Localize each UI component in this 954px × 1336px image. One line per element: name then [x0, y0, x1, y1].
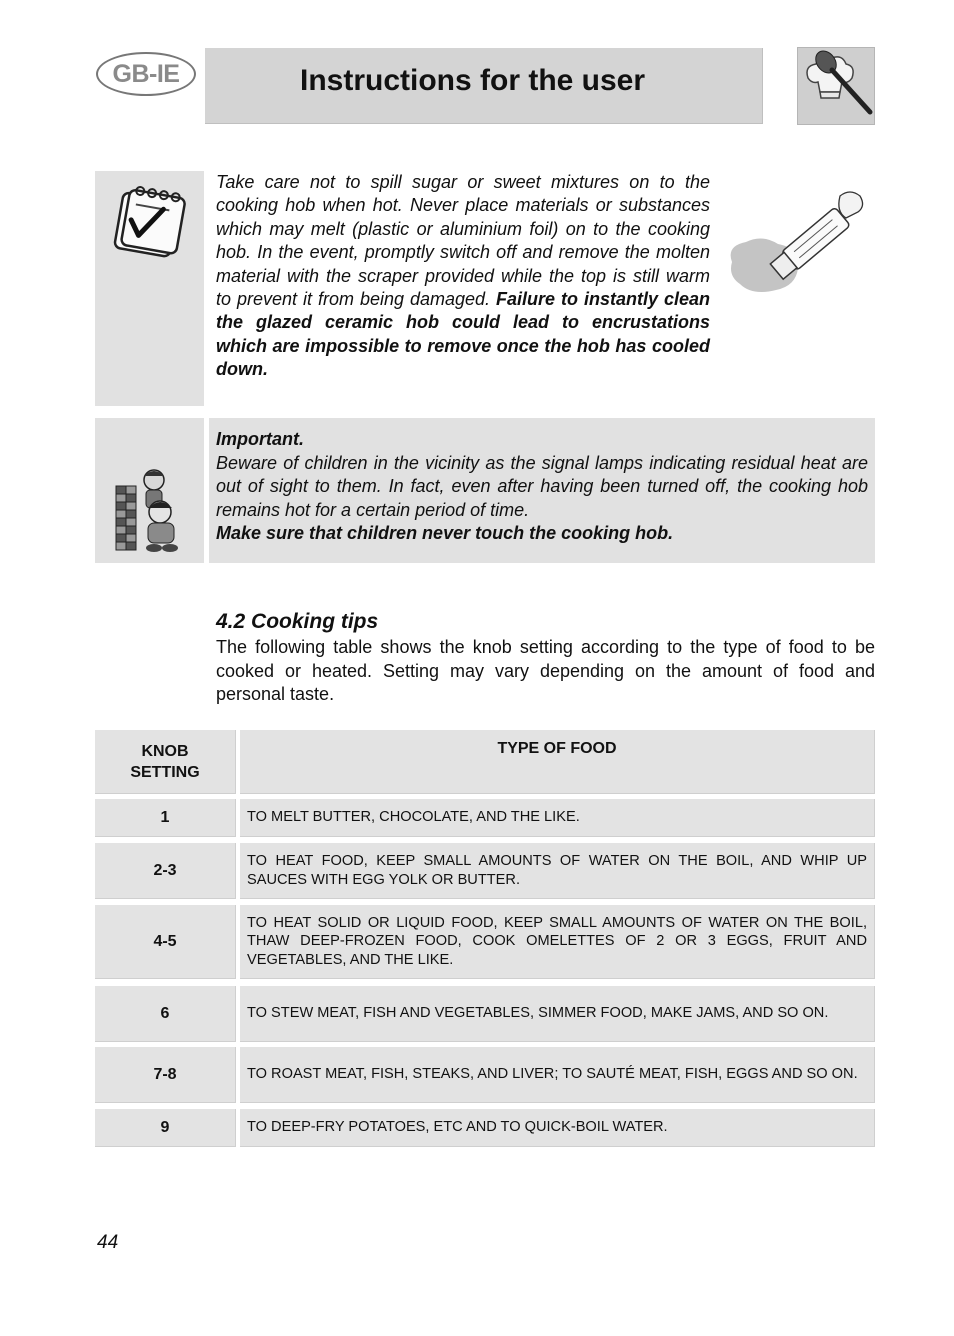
chef-hat-spoon-icon [797, 47, 875, 125]
row-6-setting: 9 [95, 1109, 236, 1147]
important-text: Beware of children in the vicinity as the signal lamps indicating residual heat are out of sight to them. In fact, even after having been turned off, the cooking hob remains hot for a certain period of time. [216, 452, 868, 520]
row-2-setting: 2-3 [95, 843, 236, 899]
caution-text [216, 171, 710, 382]
row-3-food: TO HEAT SOLID OR LIQUID FOOD, KEEP SMALL AMOUNTS OF WATER ON THE BOIL, THAW DEEP-FROZEN FOOD, COOK OMELETTES OF 2 OR 3 EGGS, FRUIT AND VEGETABLES, AND THE LIKE. [240, 905, 875, 979]
caution-italic-text: Take care not to spill sugar or sweet mixtures on to the cooking hob when hot. Never place materials or substances which may melt (plastic or aluminium foil) on to the cooking hob. In the event, promptly switch off and remove the molten material with the scraper provided while the top is still warm to prevent it from being damaged. [216, 172, 710, 310]
section-body: The following table shows the knob setting according to the type of food to be cooked or heated. Setting may vary depending on the amount of food and personal taste. [216, 637, 875, 704]
row-5-setting: 7-8 [95, 1047, 236, 1103]
important-heading: Important. [216, 429, 304, 449]
row-3-setting: 4-5 [95, 905, 236, 979]
row-5-food: TO ROAST MEAT, FISH, STEAKS, AND LIVER; TO SAUTÉ MEAT, FISH, EGGS AND SO ON. [240, 1047, 875, 1103]
children-caution-icon [108, 466, 198, 556]
logo-text: GB-IE [112, 59, 180, 88]
header-knob-line1: KNOB [141, 742, 189, 760]
row-4-food: TO STEW MEAT, FISH AND VEGETABLES, SIMMER FOOD, MAKE JAMS, AND SO ON. [240, 986, 875, 1042]
notepad-checkmark-icon [95, 177, 204, 267]
row-2-food: TO HEAT FOOD, KEEP SMALL AMOUNTS OF WATER ON THE BOIL, AND WHIP UP SAUCES WITH EGG YOLK OR BUTTER. [240, 843, 875, 899]
row-6-food: TO DEEP-FRY POTATOES, ETC AND TO QUICK-BOIL WATER. [240, 1109, 875, 1147]
important-emphasis: Make sure that children never touch the cooking hob. [216, 523, 674, 543]
row-1-setting: 1 [95, 799, 236, 837]
row-4-setting: 6 [95, 986, 236, 1042]
header-type-of-food: TYPE OF FOOD [240, 730, 875, 794]
page-number: 44 [97, 1232, 119, 1253]
header-knob-line2: SETTING [130, 763, 200, 781]
gb-ie-logo [96, 52, 196, 96]
caution-icon-panel [95, 171, 204, 406]
header-knob-setting [95, 730, 236, 794]
important-notice [216, 428, 868, 546]
section-title: 4.2 Cooking tips [216, 610, 379, 633]
page-title: Instructions for the user [300, 64, 646, 97]
row-1-food: TO MELT BUTTER, CHOCOLATE, AND THE LIKE. [240, 799, 875, 837]
caution-bold-text: Failure to instantly clean the glazed ceramic hob could lead to encrustations which are impossible to remove once the hob has cooled down. [216, 289, 710, 380]
scraper-cleaning-icon [722, 182, 870, 300]
